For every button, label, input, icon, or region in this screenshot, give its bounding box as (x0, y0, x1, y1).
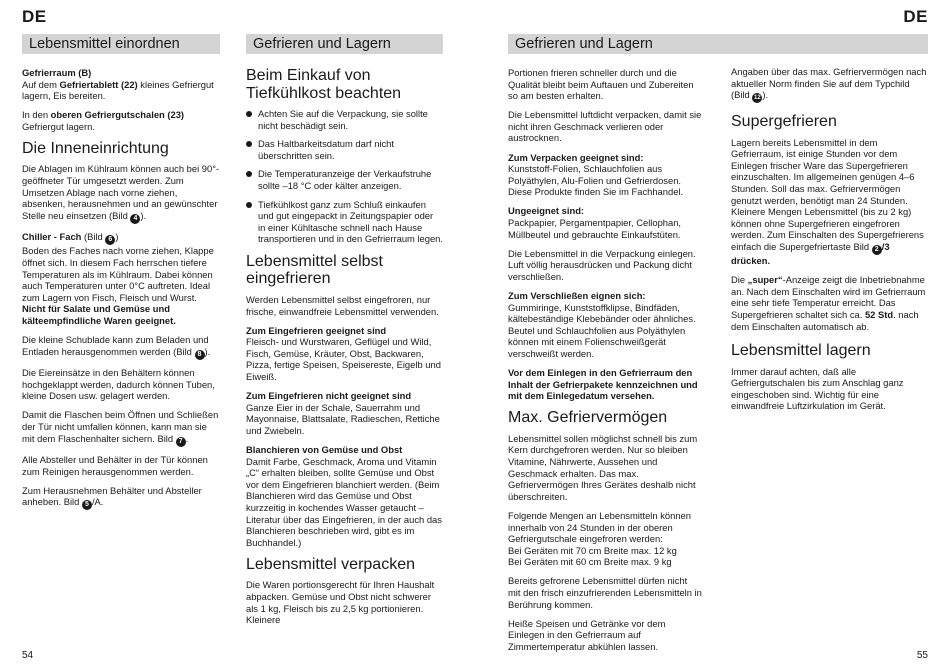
language-label-left: DE (22, 7, 47, 26)
page-number-left: 54 (22, 650, 34, 661)
luftdicht-paragraph: Die Lebensmittel luftdicht verpacken, damit sie nicht ihren Geschmack verlieren oder austrocknen. (508, 109, 702, 144)
figure-number-icon: 2 (872, 245, 882, 255)
list-item: Das Haltbarkeitsdatum darf nicht überschritten sein. (246, 138, 443, 161)
mengen-paragraph: Folgende Mengen an Lebensmitteln können innerhalb von 24 Stunden in der oberen Gefriergutschale eingefroren werden: Bei Geräten mit 70 cm Breite max. 12 kg Bei Geräten mit 60 cm Breite max. 9 kg (508, 510, 702, 568)
verpacken-geeignet-paragraph: Zum Verpacken geeignet sind: Kunststoff-Folien, Schlauchfolien aus Polyäthylen, Alu-Folien und Gefrierdosen. Diese Produkte finden Sie im Fachhandel. (508, 151, 684, 198)
ungeeignet-paragraph: Ungeeignet sind: Packpapier, Pergamentpapier, Cellophan, Müllbeutel und gebrauchte Einkaufstüten. (508, 205, 682, 240)
list-item: Achten Sie auf die Verpackung, sie sollte nicht beschädigt sein. (246, 108, 443, 131)
figure-number-icon: 7 (176, 437, 186, 447)
list-item: Die Temperaturanzeige der Verkaufstruhe sollte –18 °C oder kälter anzeigen. (246, 168, 443, 191)
heisse-speisen-paragraph: Heiße Speisen und Getränke vor dem Einlegen in den Gefrierraum auf Zimmertemperatur abkühlen lassen. (508, 617, 666, 652)
super-anzeige-paragraph: Die „super“-Anzeige zeigt die Inbetriebnahme an. Nach dem Einschalten wird im Gefrierraum eine sehr tiefe Temperatur erreicht. Das Supergefrieren schaltet sich ca. 52 Std. nach dem Einschalten automatisch ab. (731, 274, 926, 332)
nicht-geeignet-paragraph: Zum Eingefrieren nicht geeignet sind Ganze Eier in der Schale, Sauerrahm und Mayonnaise, Blattsalate, Radieschen, Rettiche und Zwiebeln. (246, 390, 440, 436)
gefrierraum-paragraph: Gefrierraum (B) Auf dem Gefriertablett (22) kleines Gefriergut lagern, Eis bereiten. (22, 67, 220, 102)
selbst-paragraph: Werden Lebensmittel selbst eingefroren, nur frische, einwandfreie Lebensmittel verwenden. (246, 293, 439, 317)
gefrierraum-label: Gefrierraum (B) (22, 67, 92, 78)
ablagen-paragraph: Die Ablagen im Kühlraum können auch bei 90°-geöffneter Tür umgesetzt werden. Zum Umsetzen Ablage nach vorne ziehen, absenken, herausnehmen und an gewünschter Stelle neu einsetzen (Bild 4 ). (22, 163, 220, 222)
angaben-paragraph: Angaben über das max. Gefriervermögen nach aktueller Norm finden Sie auf dem Typchild (Bild 12 ). (731, 66, 927, 102)
heading-verpacken: Lebensmittel verpacken (246, 555, 415, 573)
figure-number-icon: 8 (195, 350, 205, 360)
capacity-70cm: Bei Geräten mit 70 cm Breite max. 12 kg (508, 544, 677, 556)
schublade-paragraph: Die kleine Schublade kann zum Beladen und Entladen herausgenommen werden (Bild 8 ). (22, 334, 211, 358)
heading-inneneinrichtung: Die Inneneinrichtung (22, 139, 169, 157)
heading-max-gefriervermoegen: Max. Gefriervermögen (508, 409, 668, 427)
absteller-paragraph: Alle Absteller und Behälter in der Tür können zum Reinigen herausgenommen werden. (22, 454, 208, 477)
verpacken-paragraph: Die Waren portionsgerecht für Ihren Haushalt abpacken. Gemüse und Obst nicht schwerer als 1 kg, Fleisch bis zu 2,5 kg portionieren. Kleinere (246, 579, 435, 626)
portionen-paragraph: Portionen frieren schneller durch und die Qualität bleibt beim Auftauen und Zubereiten so am besten erhalten. (508, 67, 694, 102)
heading-supergefrieren: Supergefrieren (731, 113, 837, 131)
lagern-paragraph: Immer darauf achten, daß alle Gefriergutschalen bis zum Anschlag ganz eingeschoben sind. Wichtig für eine einwandfreie Luftzirkulation im Gerät. (731, 365, 904, 412)
column-3 (508, 34, 702, 660)
column-4 (731, 66, 927, 419)
chiller-paragraph: Chiller - Fach (Bild 6 ) Boden des Faches nach vorne ziehen, Klappe öffnet sich. In diesem Fach herrschen tiefere Temperaturen als im Kühlraum. Dabei können auch Temperaturen unter 0°C auftreten. Ideal zum Lagern von Fisch, Fleisch und Wurst. Nicht für Salate und Gemüse und kälteempfindliche Waren geeignet. (22, 231, 220, 326)
heading-einkauf: Beim Einkauf von Tiefkühlkost beachten (246, 67, 402, 102)
chiller-warning: Nicht für Salate und Gemüse und kälteempfindliche Waren geeignet. (22, 303, 176, 326)
figure-number-icon: 4 (130, 214, 140, 224)
capacity-60cm: Bei Geräten mit 60 cm Breite max. 9 kg (508, 556, 672, 568)
figure-number-icon: 5 (82, 500, 92, 510)
column-2 (246, 34, 443, 633)
supergefrieren-paragraph: Lagern bereits Lebensmittel in dem Gefrierraum, ist einige Stunden vor dem Einlegen frischer Ware das Supergefrieren einzuschalten. Im allgemeinen genügen 4–6 Stunden. Soll das max. Gefriervermögen genutzt werden, benötigt man 24 Stunden. Kleinere Mengen Lebensmittel (bis zu 2 kg) können ohne Supergefrieren eingefroren werden. Zum Einschalten des Supergefrierens einfach die Supergefriertaste Bild 2 /3 drücken. (731, 136, 924, 267)
einlegen-paragraph: Die Lebensmittel in die Verpackung einlegen. Luft völlig herausdrücken und Packung dicht verschließen. (508, 247, 696, 282)
flaschen-paragraph: Damit die Flaschen beim Öffnen und Schließen der Tür nicht umfallen können, kann man sie mit dem Flaschenhalter sichern. Bild 7 . (22, 409, 219, 445)
heading-lagern: Lebensmittel lagern (731, 342, 871, 360)
max-paragraph: Lebensmittel sollen möglichst schnell bis zum Kern durchgefroren werden. Nur so bleiben Vitamine, Nährwerte, Aussehen und Geschmack erhalten. Das max. Gefriervermögen Ihres Gerätes deshalb nicht überschreiten. (508, 432, 698, 502)
figure-number-icon: 12 (754, 95, 761, 102)
blanchieren-paragraph: Blanchieren von Gemüse und Obst Damit Farbe, Geschmack, Aroma und Vitamin „C“ erhalten bleiben, sollte Gemüse und Obst vor dem Eingefrieren blanchiert werden. (Beim Blanchieren wird das Gemüse und Obst kurzzeitig in kochendes Wasser getaucht – Literatur über das Eingefrieren, in der auch das Blanchieren beschrieben wird, gibt es im Buchhandel.) (246, 443, 442, 548)
heading-selbst-einfrieren: Lebensmittel selbst eingefrieren (246, 252, 383, 288)
bereits-gefroren-paragraph: Bereits gefrorene Lebensmittel dürfen nicht mit den frisch einzufrierenden Lebensmitteln in Berührung kommen. (508, 575, 702, 610)
section-header-gefrieren-left: Gefrieren und Lagern (246, 34, 443, 54)
page-number-right: 55 (916, 650, 928, 661)
geeignet-paragraph: Zum Eingefrieren geeignet sind Fleisch- und Wurstwaren, Geflügel und Wild, Fisch, Gemüse, Kräuter, Obst, Backwaren, Pizza, fertige Speisen, Speisereste, Eigelb und Eiweiß. (246, 324, 441, 382)
kennzeichnen-warning: Vor dem Einlegen in den Gefrierraum den Inhalt der Gefrierpakete kennzeichnen und mit dem Einlegedatum versehen. (508, 367, 698, 402)
obere-schalen-paragraph: In den oberen Gefriergutschalen (23) Gefriergut lagern. (22, 109, 185, 132)
column-1 (22, 34, 220, 518)
verschliessen-paragraph: Zum Verschließen eignen sich: Gummiringe, Kunststoffklipse, Bindfäden, kältebeständige Klebebänder oder ähnliches. Beutel und Schlauchfolien aus Polyäthylen können mit einem Folienschweißgerät verschweißt werden. (508, 290, 696, 359)
eiereinsaetze-paragraph: Die Eiereinsätze in den Behältern können hochgeklappt werden, dadurch können Tuben, kleine Dosen usw. gelagert werden. (22, 367, 215, 402)
section-header-gefrieren-right: Gefrieren und Lagern (508, 34, 928, 54)
einkauf-list (246, 108, 443, 245)
figure-number-icon: 6 (105, 235, 115, 245)
section-header-einordnen: Lebensmittel einordnen (22, 34, 220, 54)
herausnehmen-paragraph: Zum Herausnehmen Behälter und Absteller anheben. Bild 5 /A. (22, 484, 202, 509)
language-label-right: DE (903, 7, 928, 26)
list-item: Tiefkühlkost ganz zum Schluß einkaufen und gut eingepackt in Zeitungspapier oder in einer Kühltasche schnell nach Hause transportieren und in den Gefrierraum legen. (246, 199, 443, 245)
